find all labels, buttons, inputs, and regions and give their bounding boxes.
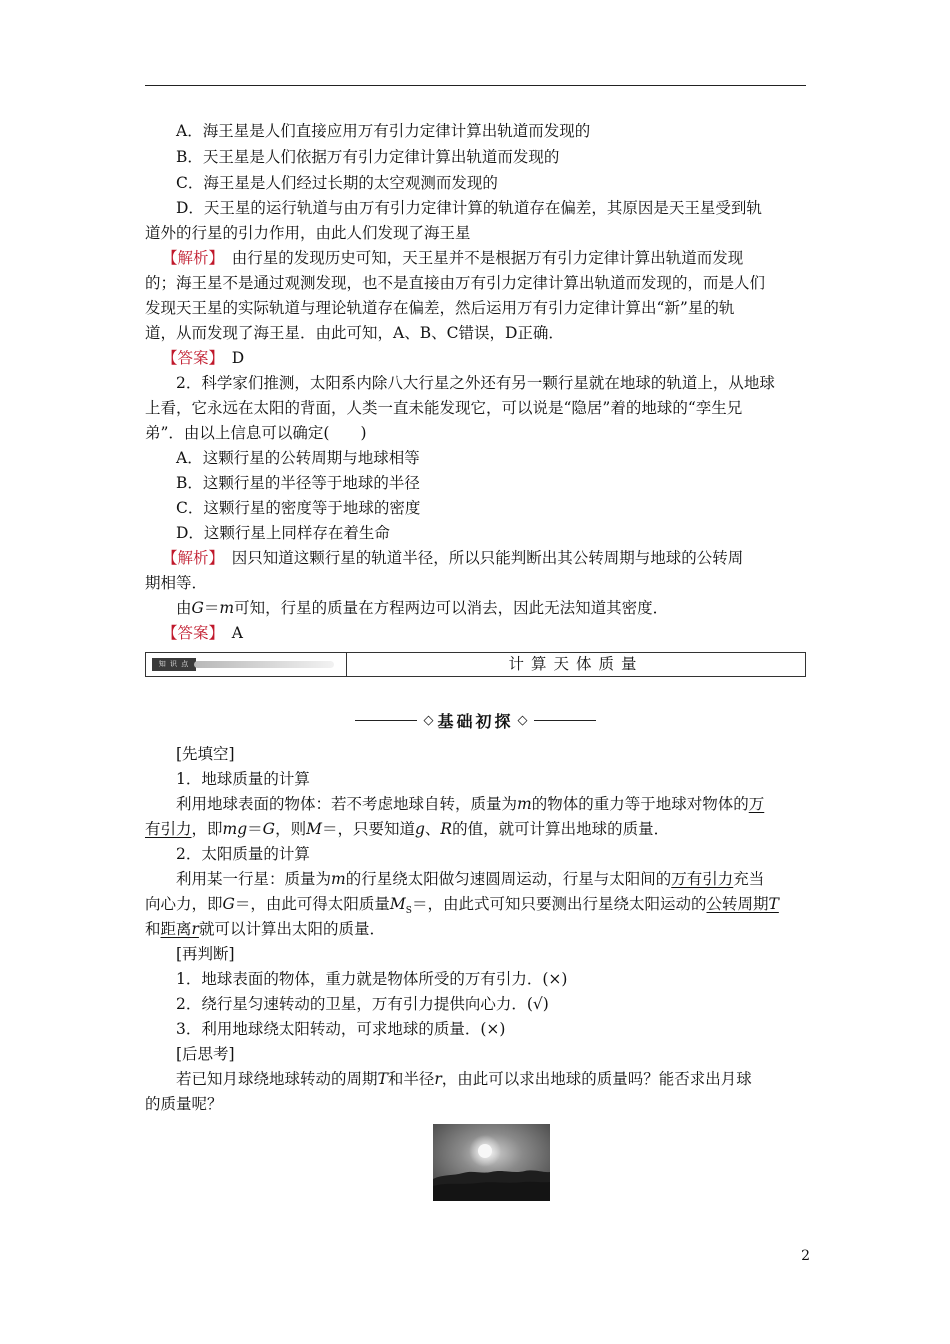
- fill-blank-label: [先填空]: [176, 745, 235, 763]
- q2-answer: 【答案】 A: [162, 624, 243, 642]
- fill-blank-heading-1: 1．地球质量的计算: [176, 770, 310, 788]
- q1-analysis-line: 发现天王星的实际轨道与理论轨道存在偏差，然后运用万有引力定律计算出“新”星的轨: [145, 299, 735, 317]
- diamond-icon: ◇: [423, 712, 434, 728]
- fill-blank-para-2-end: 和距离r就可以计算出太阳的质量．: [145, 920, 385, 938]
- knowledge-point-box: [145, 652, 806, 677]
- header-rule: [145, 85, 806, 86]
- fill-blank-para-1-cont: 有引力，即mg＝G，则M＝，只要知道g、R的值，就可计算出地球的质量．: [145, 820, 670, 838]
- q1-option-d-cont: 道外的行星的引力作用，由此人们发现了海王星: [145, 224, 471, 242]
- diamond-icon: ◇: [517, 712, 528, 728]
- think-label: [后思考]: [176, 1045, 235, 1063]
- fill-blank-para-2-cont: 向心力，即G＝，由此可得太阳质量$M_S=$，由此式可知只要测出行星绕太阳运动的公转周期T: [145, 895, 779, 917]
- knowledge-point-label: [146, 653, 347, 676]
- q2-stem-line: 2．科学家们推测，太阳系内除八大行星之外还有另一颗行星就在地球的轨道上，从地球: [176, 374, 775, 392]
- q1-option-a: A．海王星是人们直接应用万有引力定律计算出轨道而发现的: [176, 122, 591, 140]
- q2-stem-line: 上看，它永远在太阳的背面，人类一直未能发现它，可以说是“隐居”着的地球的“孪生兄: [145, 399, 743, 417]
- page-number: 2: [801, 1248, 810, 1264]
- q2-analysis-line: 期相等．: [145, 574, 208, 592]
- judge-item: 3．利用地球绕太阳转动，可求地球的质量．(×): [176, 1020, 506, 1038]
- q2-analysis-line: 【解析】 因只知道这颗行星的轨道半径，所以只能判断出其公转周期与地球的公转周: [162, 549, 744, 567]
- fill-blank-heading-2: 2．太阳质量的计算: [176, 845, 310, 863]
- think-question: 若已知月球绕地球转动的周期T和半径r，由此可以求出地球的质量吗？能否求出月球: [176, 1070, 752, 1088]
- q1-answer: 【答案】 D: [162, 349, 245, 367]
- knowledge-point-bar: [194, 661, 334, 668]
- analysis-tag: 【解析】: [162, 549, 217, 567]
- section-header: [145, 710, 806, 730]
- think-question-cont: 的质量呢？: [145, 1095, 223, 1113]
- section-line-right: [534, 720, 596, 721]
- fill-blank-para-2: 利用某一行星：质量为m的行星绕太阳做匀速圆周运动，行星与太阳间的万有引力充当: [176, 870, 765, 888]
- analysis-tag: 【解析】: [162, 249, 217, 267]
- q2-option-d: D．这颗行星上同样存在着生命: [176, 524, 390, 542]
- judge-item: 2．绕行星匀速转动的卫星，万有引力提供向心力．(√): [176, 995, 549, 1013]
- q2-option-a: A．这颗行星的公转周期与地球相等: [176, 449, 420, 467]
- q1-analysis-line: 道，从而发现了海王星．由此可知，A、B、C错误，D正确．: [145, 324, 564, 342]
- sun-horizon-photo: [433, 1124, 550, 1201]
- fill-blank-para-1: 利用地球表面的物体：若不考虑地球自转，质量为m的物体的重力等于地球对物体的万: [176, 795, 765, 813]
- q2-option-c: C．这颗行星的密度等于地球的密度: [176, 499, 421, 517]
- q1-option-d: D．天王星的运行轨道与由万有引力定律计算的轨道存在偏差，其原因是天王星受到轨: [176, 199, 762, 217]
- section-title: 基础初探: [437, 711, 514, 731]
- answer-tag: 【答案】: [162, 349, 217, 367]
- q2-analysis-line: 由G＝m可知，行星的质量在方程两边可以消去，因此无法知道其密度．: [176, 599, 669, 617]
- knowledge-point-title: 计算天体质量: [508, 655, 644, 673]
- q2-option-b: B．这颗行星的半径等于地球的半径: [176, 474, 420, 492]
- q1-option-c: C．海王星是人们经过长期的太空观测而发现的: [176, 174, 498, 192]
- sun-horizon-image: [433, 1124, 550, 1201]
- judge-label: [再判断]: [176, 945, 235, 963]
- knowledge-point-badge: 知 识 点: [152, 658, 196, 671]
- q1-option-b: B．天王星是人们依据万有引力定律计算出轨道而发现的: [176, 148, 560, 166]
- q1-analysis-line: 的；海王星不是通过观测发现，也不是直接由万有引力定律计算出轨道而发现的，而是人们: [145, 274, 766, 292]
- judge-item: 1．地球表面的物体，重力就是物体所受的万有引力．(×): [176, 970, 568, 988]
- answer-tag: 【答案】: [162, 624, 217, 642]
- section-line-left: [355, 720, 417, 721]
- q2-stem-line: 弟”．由以上信息可以确定( ): [145, 424, 367, 442]
- q1-analysis-line: 【解析】 由行星的发现历史可知，天王星并不是根据万有引力定律计算出轨道而发现: [162, 249, 744, 267]
